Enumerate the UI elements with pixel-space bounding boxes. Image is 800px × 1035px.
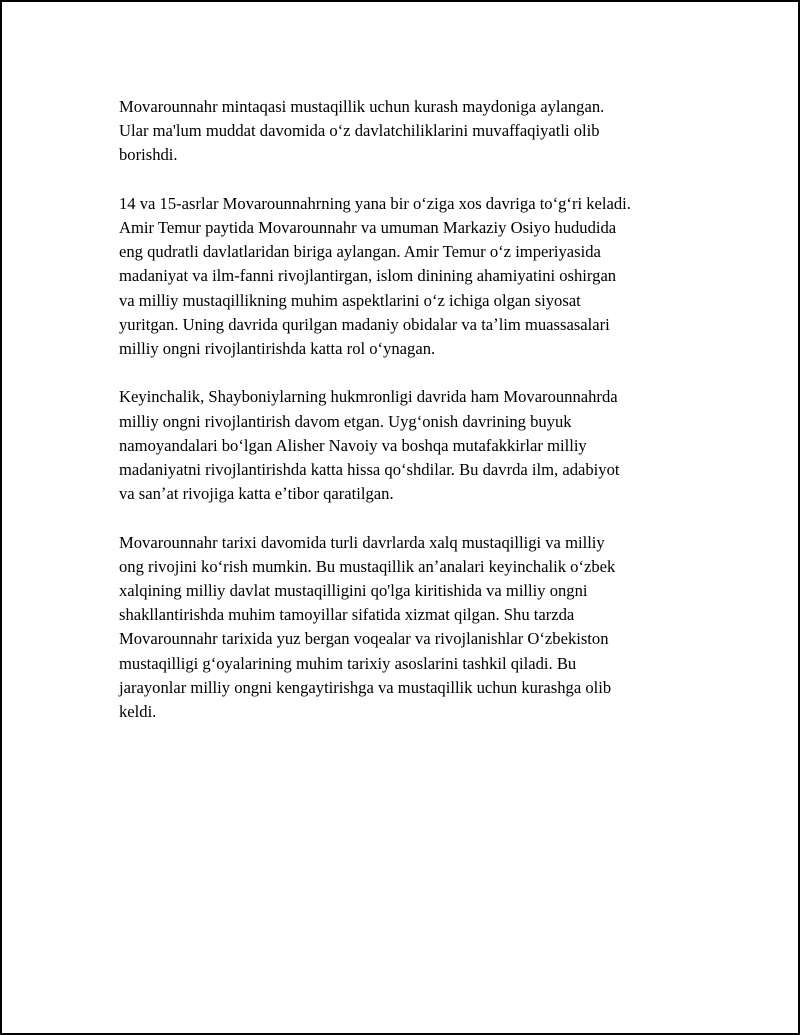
paragraph-3: Keyinchalik, Shayboniylarning hukmronligi davrida ham Movarounnahrda milliy ongni rivojlantirish davom etgan. Uygʻonish davrining buyuk namoyandalari boʻlgan Alisher Navoiy va boshqa mutafakkirlar milliy madaniyatni rivojlantirishda katta hissa qoʻshdilar. Bu davrda ilm, adabiyot va sanʼat rivojiga katta eʼtibor qaratilgan. bbox=[119, 387, 620, 504]
paragraph-2: 14 va 15-asrlar Movarounnahrning yana bir oʻziga xos davriga toʻgʻri keladi. Amir Temur paytida Movarounnahr va umuman Markaziy Osiyo hududida eng qudratli davlatlaridan biriga aylangan. Amir Temur oʻz imperiyasida madaniyat va ilm-fanni rivojlantirgan, islom dinining ahamiyatini oshirgan va milliy mustaqillikning muhim aspektlarini oʻz ichiga olgan siyosat yuritgan. Uning davrida qurilgan madaniy obidalar va taʼlim muassasalari milliy ongni rivojlantirishda katta rol oʻynagan. bbox=[119, 193, 631, 359]
paragraph-4: Movarounnahr tarixi davomida turli davrlarda xalq mustaqilligi va milliy ong rivojini koʻrish mumkin. Bu mustaqillik anʼanalari keyinchalik oʻzbek xalqining milliy davlat mustaqilligini qo'lga kiritishida va milliy ongni shakllantirishda muhim tamoyillar sifatida xizmat qilgan. Shu tarzda Movarounnahr tarixida yuz bergan voqealar va rivojlanishlar Oʻzbekiston mustaqilligi gʻoyalarining muhim tarixiy asoslarini tashkil qiladi. Bu jarayonlar milliy ongni kengaytirishga va mustaqillik uchun kurashga olib keldi. bbox=[119, 532, 616, 722]
paragraph-1: Movarounnahr mintaqasi mustaqillik uchun kurash maydoniga aylangan. Ular ma'lum muddat davomida oʻz davlatchiliklarini muvaffaqiyatli olib borishdi. bbox=[119, 97, 605, 165]
document-body bbox=[119, 95, 699, 748]
